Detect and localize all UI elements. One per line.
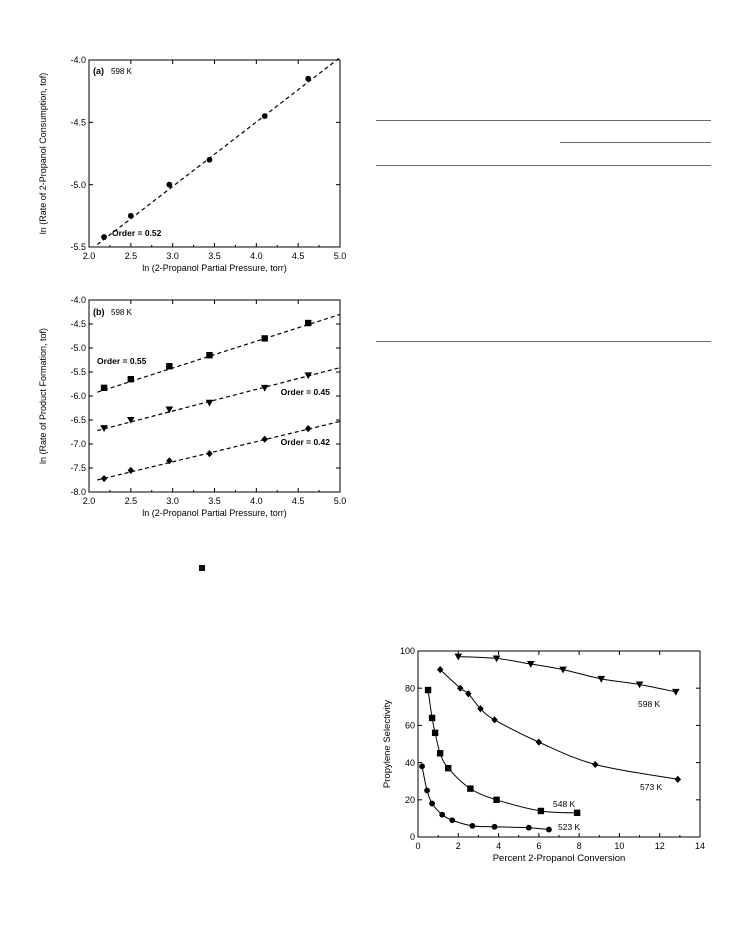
series-curve	[458, 657, 676, 692]
data-point	[425, 687, 431, 693]
y-tick-label: 60	[404, 720, 415, 731]
y-tick-label: -8.0	[70, 487, 86, 498]
x-tick-label: 3.5	[208, 251, 221, 261]
series-label: 548 K	[553, 799, 576, 809]
y-tick-label: 80	[404, 683, 415, 694]
data-point	[675, 776, 681, 783]
data-point	[206, 450, 212, 457]
y-tick-label: -5.5	[70, 367, 86, 378]
y-tick-label: -7.5	[70, 463, 86, 474]
data-point	[128, 213, 134, 219]
data-point	[128, 376, 134, 382]
x-axis-label: ln (2-Propanol Partial Pressure, torr)	[142, 508, 287, 518]
y-tick-label: -6.0	[70, 391, 86, 402]
y-tick-label: 20	[404, 795, 415, 806]
data-point	[262, 335, 268, 341]
y-tick-label: -5.0	[70, 179, 86, 190]
x-tick-label: 3.0	[166, 251, 179, 261]
plot-frame	[418, 651, 700, 837]
y-tick-label: -4.0	[70, 295, 86, 306]
data-point	[492, 824, 498, 830]
x-tick-label: 5.0	[333, 496, 347, 506]
fit-line	[97, 421, 340, 480]
order-annotation: Order = 0.45	[280, 387, 330, 397]
series-label: 598 K	[638, 699, 661, 709]
x-tick-label: 6	[536, 841, 542, 851]
chart-c-propylene-selectivity	[370, 640, 735, 880]
x-axis-label: Percent 2-Propanol Conversion	[492, 853, 626, 864]
data-point	[424, 788, 430, 794]
data-point	[419, 763, 425, 769]
data-point	[128, 467, 134, 474]
data-point	[445, 765, 451, 771]
x-tick-label: 2.0	[82, 496, 96, 506]
data-point	[526, 825, 532, 831]
y-tick-label: -7.0	[70, 439, 86, 450]
data-point	[262, 113, 268, 119]
series-label: 573 K	[640, 782, 663, 792]
panel-label-a: (a)	[93, 66, 104, 76]
series-curve	[428, 690, 577, 813]
data-point	[536, 739, 542, 746]
x-tick-label: 4.0	[250, 496, 263, 506]
series-label: 523 K	[558, 822, 581, 832]
y-tick-label: 100	[399, 646, 415, 657]
data-point	[432, 730, 438, 736]
table-header-rule	[376, 165, 711, 166]
y-tick-label: -4.5	[70, 117, 86, 128]
x-tick-label: 4.5	[291, 496, 305, 506]
data-point	[592, 761, 598, 768]
y-axis-label: ln (Rate of Product Formation, tof)	[38, 327, 48, 465]
order-annotation: Order = 0.55	[97, 356, 147, 366]
data-point	[467, 785, 473, 791]
chart-a-rate-of-2-propanol-consumption	[0, 0, 360, 290]
y-tick-label: -5.5	[70, 242, 86, 253]
data-point	[546, 827, 552, 833]
x-axis-label: ln (2-Propanol Partial Pressure, torr)	[142, 263, 287, 273]
y-tick-label: -6.5	[70, 415, 86, 426]
data-point	[437, 750, 443, 756]
y-tick-label: 0	[409, 832, 415, 843]
data-point	[101, 234, 107, 240]
data-point	[206, 400, 214, 407]
x-tick-label: 3.5	[208, 496, 221, 506]
data-point	[493, 797, 499, 803]
data-point	[166, 363, 172, 369]
data-point	[206, 352, 212, 358]
data-point	[262, 436, 268, 443]
series-curve	[422, 766, 549, 829]
series-curve	[440, 670, 678, 780]
chart-b-rate-of-product-formation	[0, 290, 360, 540]
data-point	[491, 716, 497, 723]
y-tick-label: -4.5	[70, 319, 86, 330]
x-tick-label: 2.5	[124, 251, 138, 261]
y-tick-label: -5.0	[70, 343, 86, 354]
x-tick-label: 0	[415, 841, 421, 851]
y-tick-label: -4.0	[70, 55, 86, 66]
data-point	[439, 812, 445, 818]
data-point	[207, 157, 213, 163]
x-tick-label: 10	[614, 841, 625, 851]
x-tick-label: 3.0	[166, 496, 179, 506]
data-point	[101, 385, 107, 391]
data-point	[305, 76, 311, 82]
table-bottom-rule	[376, 341, 711, 342]
x-tick-label: 4.0	[250, 251, 263, 261]
data-point	[101, 475, 107, 482]
table-top-rule	[376, 120, 711, 121]
x-tick-label: 2.5	[124, 496, 138, 506]
y-axis-label: Propylene Selectivity	[382, 699, 393, 789]
y-axis-label: ln (Rate of 2-Propanol Consumption, tof)	[38, 72, 48, 235]
x-tick-label: 14	[694, 841, 706, 851]
data-point	[672, 689, 680, 696]
x-tick-label: 2.0	[82, 251, 96, 261]
x-tick-label: 5.0	[333, 251, 347, 261]
data-point	[538, 808, 544, 814]
x-tick-label: 2	[455, 841, 461, 851]
data-point	[166, 182, 172, 188]
data-point	[449, 817, 455, 823]
data-point	[305, 425, 311, 432]
order-annotation: Order = 0.52	[112, 228, 162, 238]
data-point	[469, 823, 475, 829]
temperature-label-b: 598 K	[111, 308, 132, 317]
data-point	[429, 801, 435, 807]
y-tick-label: 40	[404, 757, 415, 768]
fit-line	[97, 58, 340, 245]
panel-label-b: (b)	[93, 307, 105, 317]
order-annotation: Order = 0.42	[280, 437, 330, 447]
data-point	[574, 810, 580, 816]
x-tick-label: 8	[576, 841, 582, 851]
data-point	[305, 320, 311, 326]
x-tick-label: 4	[496, 841, 502, 851]
x-tick-label: 4.5	[291, 251, 305, 261]
square-marker-glyph	[199, 565, 205, 571]
data-point	[429, 715, 435, 721]
temperature-label-a: 598 K	[111, 67, 132, 76]
x-tick-label: 12	[654, 841, 665, 851]
table-header-subrule	[560, 142, 711, 143]
